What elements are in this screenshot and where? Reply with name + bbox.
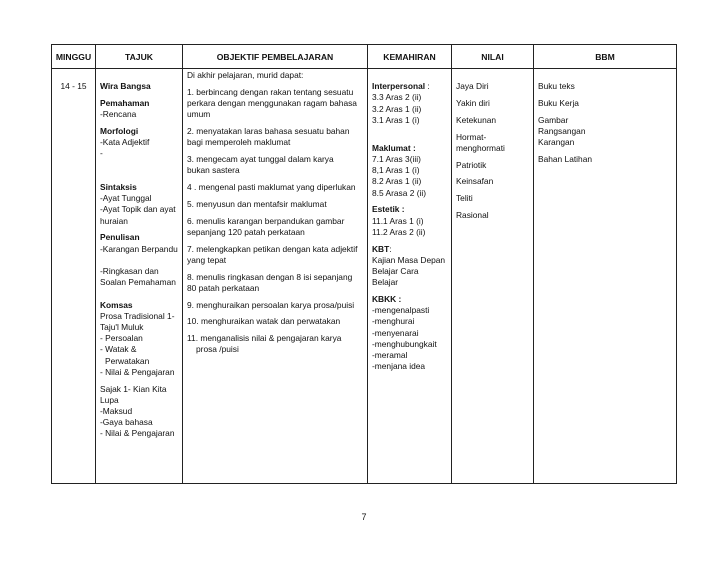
objective-item: perkara dengan menggunakan ragam bahasa	[187, 98, 357, 108]
topic-item: Prosa Tradisional 1-	[100, 310, 175, 321]
skill-heading-label: Interpersonal	[372, 81, 426, 92]
objective-item: prosa /puisi	[196, 344, 239, 355]
objective-item: 10. menghuraikan watak dan perwatakan	[187, 316, 341, 327]
header-minggu: MINGGU	[52, 45, 96, 69]
objective-item: 6. menulis karangan berpandukan gambar	[187, 215, 345, 226]
topic-heading: Penulisan	[100, 232, 140, 243]
topic-item: -Kata Adjektif	[100, 137, 150, 148]
skill-heading	[372, 81, 447, 92]
value-item: Patriotik	[456, 159, 487, 170]
topic-item: -Ringkasan dan	[100, 265, 159, 276]
skill-item: Belajar	[372, 277, 399, 288]
topic-item: -	[100, 148, 103, 159]
skill-item: 3.3 Aras 2 (ii)	[372, 92, 422, 103]
material-item: Gambar	[538, 114, 569, 125]
topic-heading: Komsas	[100, 299, 133, 310]
material-item: Rangsangan	[538, 125, 586, 136]
objective-item: bagi memperoleh maklumat	[187, 137, 291, 148]
table-row	[52, 69, 677, 484]
topic-item: - Nilai & Pengajaran	[100, 428, 175, 439]
skill-item: 11.1 Aras 1 (i)	[372, 215, 424, 226]
cell-objektif	[183, 69, 368, 484]
header-objektif: OBJEKTIF PEMBELAJARAN	[183, 45, 368, 69]
value-item: menghormati	[456, 142, 505, 153]
cell-nilai	[452, 69, 534, 484]
topic-item: -Ayat Tunggal	[100, 193, 152, 204]
skill-heading	[372, 244, 447, 255]
lesson-plan-table	[51, 44, 677, 484]
topic-item: -Rencana	[100, 109, 137, 120]
objective-item: 3. mengecam ayat tunggal dalam karya	[187, 154, 334, 164]
topic-heading: Sintaksis	[100, 181, 137, 192]
skill-heading: KBKK :	[372, 294, 402, 304]
skill-item: -menghurai	[372, 316, 415, 327]
objective-item: bukan sastera	[187, 165, 240, 176]
topic-item: Lupa	[100, 394, 119, 405]
skill-item: Kajian Masa Depan	[372, 254, 446, 265]
skill-item: -menyenarai	[372, 327, 419, 338]
topic-item: -Karangan Berpandu	[100, 243, 178, 254]
cell-tajuk	[96, 69, 183, 484]
topic-item: - Persoalan	[100, 333, 143, 344]
value-item: Yakin diri	[456, 97, 490, 108]
objective-item: 9. menghuraikan persoalan karya prosa/puisi	[187, 299, 355, 310]
header-bbm: BBM	[534, 45, 677, 69]
objective-item: 7. melengkapkan petikan dengan kata adjektif	[187, 243, 358, 254]
skill-heading-suffix: :	[425, 81, 430, 92]
header-row	[52, 45, 677, 69]
topic-item: Taju'l Muluk	[100, 321, 144, 332]
skill-item: -mengenalpasti	[372, 305, 430, 316]
topic-item: -Gaya bahasa	[100, 417, 153, 428]
skill-item: 3.2 Aras 1 (ii)	[372, 103, 422, 114]
skill-item: -menghubungkait	[372, 338, 437, 349]
value-item: Jaya Diri	[456, 81, 489, 92]
skill-item: 11.2 Aras 2 (ii)	[372, 226, 426, 237]
topic-item: Perwatakan	[105, 355, 150, 366]
objective-item: 80 patah perkataan	[187, 282, 260, 293]
header-nilai: NILAI	[452, 45, 534, 69]
week-range: 14 - 15	[60, 81, 87, 92]
objective-item: 4 . mengenal pasti maklumat yang diperlukan	[187, 182, 356, 192]
skill-heading-suffix: :	[389, 243, 392, 254]
topic-item: - Nilai & Pengajaran	[100, 366, 175, 377]
skill-item: 7.1 Aras 3(iii)	[372, 153, 421, 164]
skill-item: 8.2 Aras 1 (ii)	[372, 176, 422, 187]
skill-item: 3.1 Aras 1 (i)	[372, 114, 420, 125]
topic-title: Wira Bangsa	[100, 81, 151, 92]
value-item: Ketekunan	[456, 114, 497, 125]
topic-item: Sajak 1- Kian Kita	[100, 383, 167, 394]
skill-item: -meramal	[372, 350, 408, 361]
header-tajuk: TAJUK	[96, 45, 183, 69]
skill-heading: Estetik :	[372, 204, 405, 215]
topic-heading: Morfologi	[100, 125, 139, 136]
topic-item: -Maksud	[100, 405, 133, 416]
value-item: Rasional	[456, 209, 489, 220]
material-item: Buku teks	[538, 81, 575, 92]
skill-item: Belajar Cara	[372, 266, 419, 276]
objective-item: 11. menganalisis nilai & pengajaran karya	[187, 333, 342, 344]
material-item: Buku Kerja	[538, 97, 579, 108]
skill-heading: Maklumat :	[372, 142, 416, 153]
material-item: Bahan Latihan	[538, 153, 593, 164]
objective-intro: Di akhir pelajaran, murid dapat:	[187, 70, 304, 80]
value-item: Keinsafan	[456, 176, 494, 187]
material-item: Karangan	[538, 137, 575, 148]
header-kemahiran: KEMAHIRAN	[368, 45, 452, 69]
cell-kemahiran	[368, 69, 452, 484]
objective-item: 2. menyatakan laras bahasa sesuatu bahan	[187, 126, 350, 136]
skill-item: 8,1 Aras 1 (i)	[372, 165, 420, 176]
cell-bbm	[534, 69, 677, 484]
value-item: Hormat-	[456, 131, 487, 142]
value-item: Teliti	[456, 193, 473, 204]
skill-heading-label: KBT	[372, 243, 390, 254]
objective-item: yang tepat	[187, 254, 227, 265]
objective-item: sepanjang 120 patah perkataan	[187, 226, 305, 237]
page-number: 7	[361, 512, 367, 522]
objective-item: 8. menulis ringkasan dengan 8 isi sepanjang	[187, 271, 353, 282]
skill-item: -menjana idea	[372, 361, 426, 372]
cell-minggu	[52, 69, 96, 484]
objective-item: 1. berbincang dengan rakan tentang sesuatu	[187, 86, 354, 97]
topic-item: -Ayat Topik dan ayat	[100, 204, 176, 215]
topic-item: Soalan Pemahaman	[100, 277, 176, 288]
objective-item: 5. menyusun dan mentafsir maklumat	[187, 198, 327, 209]
skill-item: 8.5 Arasa 2 (ii)	[372, 187, 426, 198]
topic-item: - Watak &	[100, 344, 137, 355]
topic-item: huraian	[100, 215, 128, 226]
objective-item: umum	[187, 109, 211, 120]
topic-heading: Pemahaman	[100, 97, 150, 108]
